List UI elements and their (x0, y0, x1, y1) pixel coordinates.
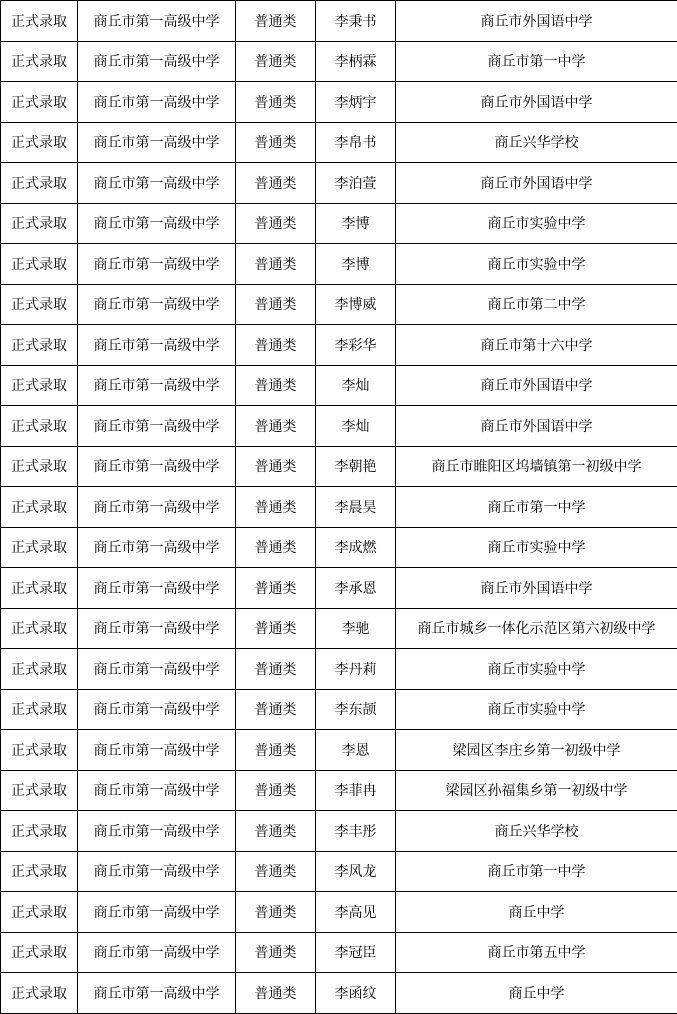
admitting-school-cell: 商丘市第一高级中学 (78, 446, 236, 487)
status-cell: 正式录取 (1, 568, 78, 609)
table-row (1, 244, 677, 285)
origin-school-cell: 商丘市外国语中学 (396, 568, 677, 609)
category-cell: 普通类 (236, 811, 316, 852)
origin-school-cell: 商丘市外国语中学 (396, 82, 677, 123)
student-name-cell: 李高见 (316, 892, 396, 933)
origin-school-cell: 商丘市第一中学 (396, 41, 677, 82)
status-cell: 正式录取 (1, 1, 78, 42)
category-cell: 普通类 (236, 568, 316, 609)
origin-school-cell: 商丘市第一中学 (396, 851, 677, 892)
status-cell: 正式录取 (1, 811, 78, 852)
student-name-cell: 李冠臣 (316, 932, 396, 973)
category-cell: 普通类 (236, 527, 316, 568)
table-row (1, 82, 677, 123)
status-cell: 正式录取 (1, 649, 78, 690)
table-row (1, 284, 677, 325)
table-row (1, 122, 677, 163)
admitting-school-cell: 商丘市第一高级中学 (78, 608, 236, 649)
status-cell: 正式录取 (1, 730, 78, 771)
table-row (1, 1, 677, 42)
student-name-cell: 李彩华 (316, 325, 396, 366)
origin-school-cell: 商丘市实验中学 (396, 203, 677, 244)
student-name-cell: 李朝艳 (316, 446, 396, 487)
student-name-cell: 李承恩 (316, 568, 396, 609)
student-name-cell: 李帛书 (316, 122, 396, 163)
category-cell: 普通类 (236, 41, 316, 82)
status-cell: 正式录取 (1, 163, 78, 204)
table-row (1, 811, 677, 852)
category-cell: 普通类 (236, 973, 316, 1014)
student-name-cell: 李泊萱 (316, 163, 396, 204)
table-row (1, 973, 677, 1014)
origin-school-cell: 商丘市实验中学 (396, 527, 677, 568)
admitting-school-cell: 商丘市第一高级中学 (78, 487, 236, 528)
table-row (1, 203, 677, 244)
status-cell: 正式录取 (1, 325, 78, 366)
origin-school-cell: 商丘市城乡一体化示范区第六初级中学 (396, 608, 677, 649)
category-cell: 普通类 (236, 284, 316, 325)
category-cell: 普通类 (236, 82, 316, 123)
category-cell: 普通类 (236, 122, 316, 163)
status-cell: 正式录取 (1, 689, 78, 730)
status-cell: 正式录取 (1, 244, 78, 285)
category-cell: 普通类 (236, 892, 316, 933)
student-name-cell: 李博 (316, 244, 396, 285)
admitting-school-cell: 商丘市第一高级中学 (78, 244, 236, 285)
student-name-cell: 李丹莉 (316, 649, 396, 690)
status-cell: 正式录取 (1, 446, 78, 487)
origin-school-cell: 商丘市实验中学 (396, 689, 677, 730)
category-cell: 普通类 (236, 487, 316, 528)
status-cell: 正式录取 (1, 487, 78, 528)
admitting-school-cell: 商丘市第一高级中学 (78, 527, 236, 568)
admitting-school-cell: 商丘市第一高级中学 (78, 649, 236, 690)
student-name-cell: 李灿 (316, 406, 396, 447)
student-name-cell: 李东颉 (316, 689, 396, 730)
admitting-school-cell: 商丘市第一高级中学 (78, 973, 236, 1014)
status-cell: 正式录取 (1, 608, 78, 649)
admitting-school-cell: 商丘市第一高级中学 (78, 365, 236, 406)
status-cell: 正式录取 (1, 527, 78, 568)
table-row (1, 608, 677, 649)
student-name-cell: 李函纹 (316, 973, 396, 1014)
origin-school-cell: 商丘市外国语中学 (396, 365, 677, 406)
status-cell: 正式录取 (1, 284, 78, 325)
admitting-school-cell: 商丘市第一高级中学 (78, 689, 236, 730)
table-row (1, 689, 677, 730)
category-cell: 普通类 (236, 730, 316, 771)
origin-school-cell: 商丘市外国语中学 (396, 1, 677, 42)
student-name-cell: 李风龙 (316, 851, 396, 892)
status-cell: 正式录取 (1, 973, 78, 1014)
category-cell: 普通类 (236, 1, 316, 42)
origin-school-cell: 商丘市外国语中学 (396, 406, 677, 447)
status-cell: 正式录取 (1, 41, 78, 82)
origin-school-cell: 商丘市第二中学 (396, 284, 677, 325)
admitting-school-cell: 商丘市第一高级中学 (78, 203, 236, 244)
table-row (1, 527, 677, 568)
status-cell: 正式录取 (1, 892, 78, 933)
status-cell: 正式录取 (1, 770, 78, 811)
category-cell: 普通类 (236, 203, 316, 244)
student-name-cell: 李炳宇 (316, 82, 396, 123)
student-name-cell: 李菲冉 (316, 770, 396, 811)
table-row (1, 770, 677, 811)
status-cell: 正式录取 (1, 203, 78, 244)
category-cell: 普通类 (236, 689, 316, 730)
category-cell: 普通类 (236, 649, 316, 690)
student-name-cell: 李丰彤 (316, 811, 396, 852)
status-cell: 正式录取 (1, 365, 78, 406)
table-row (1, 406, 677, 447)
category-cell: 普通类 (236, 163, 316, 204)
student-name-cell: 李成燃 (316, 527, 396, 568)
status-cell: 正式录取 (1, 932, 78, 973)
table-row (1, 568, 677, 609)
status-cell: 正式录取 (1, 122, 78, 163)
admitting-school-cell: 商丘市第一高级中学 (78, 770, 236, 811)
table-row (1, 325, 677, 366)
admitting-school-cell: 商丘市第一高级中学 (78, 284, 236, 325)
origin-school-cell: 商丘市实验中学 (396, 244, 677, 285)
table-row (1, 163, 677, 204)
origin-school-cell: 商丘市外国语中学 (396, 163, 677, 204)
category-cell: 普通类 (236, 244, 316, 285)
category-cell: 普通类 (236, 608, 316, 649)
student-name-cell: 李驰 (316, 608, 396, 649)
origin-school-cell: 商丘市第五中学 (396, 932, 677, 973)
student-name-cell: 李秉书 (316, 1, 396, 42)
admitting-school-cell: 商丘市第一高级中学 (78, 163, 236, 204)
status-cell: 正式录取 (1, 82, 78, 123)
status-cell: 正式录取 (1, 851, 78, 892)
category-cell: 普通类 (236, 851, 316, 892)
origin-school-cell: 商丘市实验中学 (396, 649, 677, 690)
origin-school-cell: 商丘兴华学校 (396, 811, 677, 852)
admitting-school-cell: 商丘市第一高级中学 (78, 122, 236, 163)
admitting-school-cell: 商丘市第一高级中学 (78, 568, 236, 609)
origin-school-cell: 梁园区李庄乡第一初级中学 (396, 730, 677, 771)
student-name-cell: 李博威 (316, 284, 396, 325)
student-name-cell: 李柄霖 (316, 41, 396, 82)
category-cell: 普通类 (236, 325, 316, 366)
table-row (1, 851, 677, 892)
table-row (1, 446, 677, 487)
admission-table-body (1, 1, 677, 1014)
category-cell: 普通类 (236, 406, 316, 447)
table-row (1, 365, 677, 406)
category-cell: 普通类 (236, 770, 316, 811)
admitting-school-cell: 商丘市第一高级中学 (78, 851, 236, 892)
table-row (1, 41, 677, 82)
admitting-school-cell: 商丘市第一高级中学 (78, 1, 236, 42)
table-row (1, 487, 677, 528)
admitting-school-cell: 商丘市第一高级中学 (78, 892, 236, 933)
category-cell: 普通类 (236, 932, 316, 973)
admitting-school-cell: 商丘市第一高级中学 (78, 82, 236, 123)
table-row (1, 649, 677, 690)
table-row (1, 892, 677, 933)
table-row (1, 730, 677, 771)
student-name-cell: 李晨昊 (316, 487, 396, 528)
admitting-school-cell: 商丘市第一高级中学 (78, 325, 236, 366)
category-cell: 普通类 (236, 446, 316, 487)
admitting-school-cell: 商丘市第一高级中学 (78, 811, 236, 852)
origin-school-cell: 梁园区孙福集乡第一初级中学 (396, 770, 677, 811)
admitting-school-cell: 商丘市第一高级中学 (78, 41, 236, 82)
table-row (1, 932, 677, 973)
category-cell: 普通类 (236, 365, 316, 406)
origin-school-cell: 商丘市第十六中学 (396, 325, 677, 366)
origin-school-cell: 商丘中学 (396, 973, 677, 1014)
status-cell: 正式录取 (1, 406, 78, 447)
admitting-school-cell: 商丘市第一高级中学 (78, 730, 236, 771)
student-name-cell: 李博 (316, 203, 396, 244)
origin-school-cell: 商丘兴华学校 (396, 122, 677, 163)
admitting-school-cell: 商丘市第一高级中学 (78, 932, 236, 973)
admitting-school-cell: 商丘市第一高级中学 (78, 406, 236, 447)
origin-school-cell: 商丘市睢阳区坞墙镇第一初级中学 (396, 446, 677, 487)
origin-school-cell: 商丘中学 (396, 892, 677, 933)
student-name-cell: 李恩 (316, 730, 396, 771)
origin-school-cell: 商丘市第一中学 (396, 487, 677, 528)
student-name-cell: 李灿 (316, 365, 396, 406)
